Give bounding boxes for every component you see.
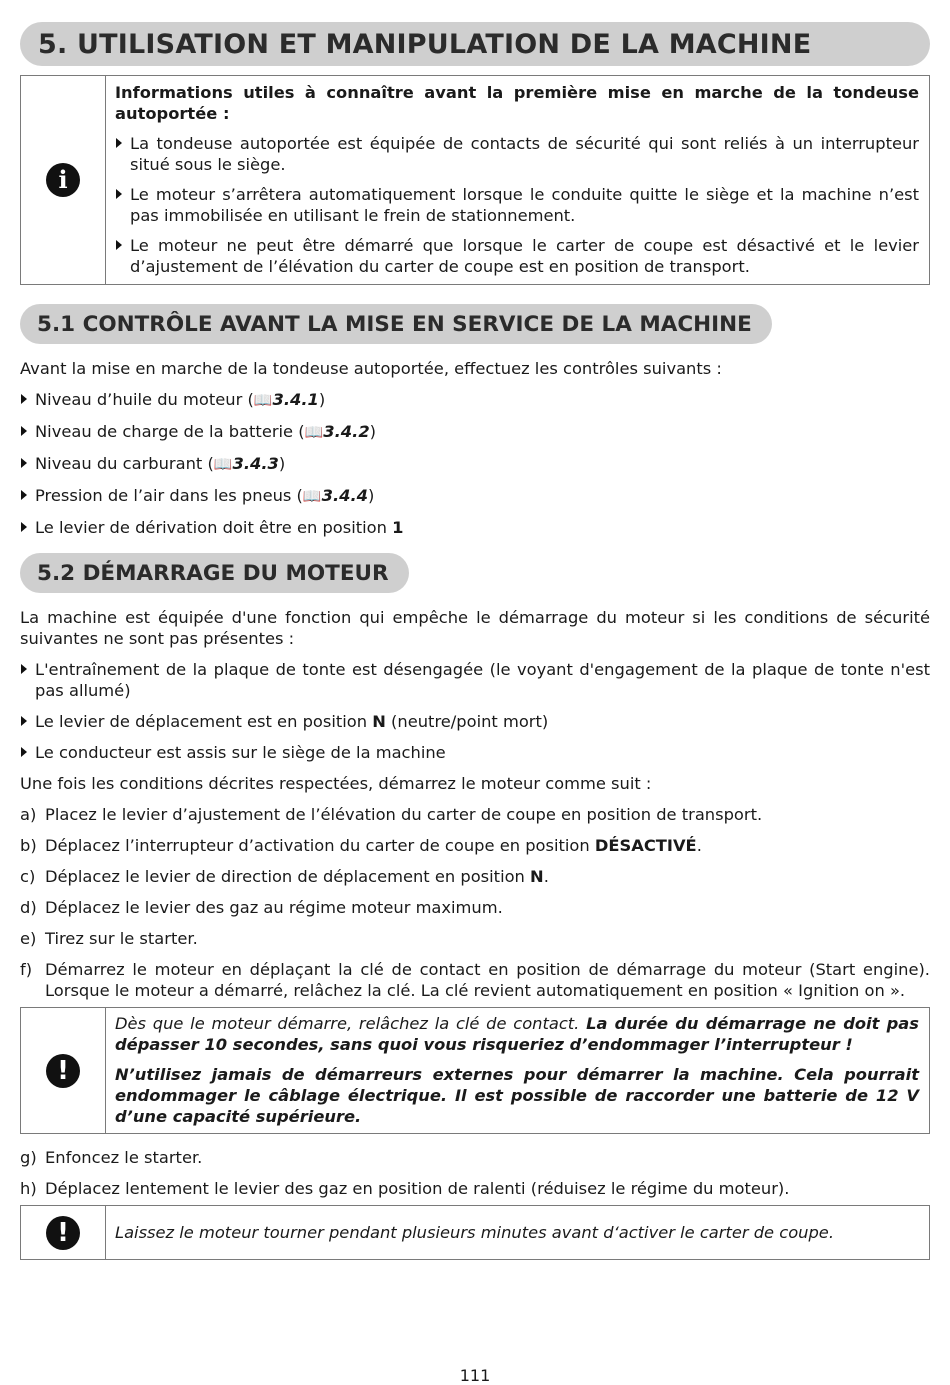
step-text [45,835,930,856]
step-item [20,928,930,949]
step-label: c) [20,867,36,886]
warning-bold: La durée du démarrage ne doit pas dépasser 10 secondes, sans quoi vous risqueriez d’endommager l’interrupteur ! [115,1014,919,1054]
warning-text: N’utilisez jamais de démarreurs externes pour démarrer la machine. Cela pourrait endommager le câblage électrique. Il est possible de raccorder une batterie de 12 V d’une capacité supérieure. [115,1065,919,1126]
book-icon: 📖 [253,391,273,409]
step-item [20,804,930,825]
check-text: Niveau de charge de la batterie ( [35,422,305,441]
section-reference: 3.4.2 [323,422,370,441]
step-label: f) [20,960,33,979]
step-text-part: . [696,836,702,855]
warning-icon-cell [21,1008,106,1133]
check-close: ) [318,390,326,409]
info-box [20,75,930,285]
page-number: 111 [459,1366,491,1385]
subsection-title-5-1 [20,304,772,344]
warning-icon: ! [46,1216,80,1250]
section-intro: Avant la mise en marche de la tondeuse autoportée, effectuez les contrôles suivants : [20,359,722,378]
info-item: La tondeuse autoportée est équipée de contacts de sécurité qui sont reliés à un interrupteur situé sous le siège. [115,133,919,175]
subsection-title-text: 5.1 CONTRÔLE AVANT LA MISE EN SERVICE DE LA MACHINE [37,311,752,337]
warning-box [20,1205,930,1260]
step-text-part: . [543,867,549,886]
step-item [20,959,930,1001]
step-text: Placez le levier d’ajustement de l’élévation du carter de coupe en position de transport. [45,805,763,824]
check-close: ) [369,422,377,441]
page [20,22,930,1260]
step-bold: N [530,867,544,886]
section-reference: 3.4.3 [232,454,279,473]
condition-item: Le conducteur est assis sur le siège de la machine [20,742,930,763]
lever-position: 1 [392,518,404,537]
condition-item [20,711,930,732]
steps-intro: Une fois les conditions décrites respectées, démarrez le moteur comme suit : [20,774,652,793]
step-label: g) [20,1148,37,1167]
step-text-part: Déplacez l’interrupteur d’activation du carter de coupe en position [45,836,595,855]
step-item [20,1147,930,1168]
info-icon-cell [21,76,106,284]
warning-icon-cell [21,1206,106,1259]
check-item [20,389,930,411]
book-icon: 📖 [213,455,233,473]
warning-icon: ! [46,1054,80,1088]
subsection-title-text: 5.2 DÉMARRAGE DU MOTEUR [37,560,389,586]
condition-text: Le levier de déplacement est en position [35,712,373,731]
check-item [20,453,930,475]
subsection-title-5-2 [20,553,409,593]
step-text: Déplacez le levier des gaz au régime moteur maximum. [45,898,503,917]
step-item [20,866,930,887]
book-icon: 📖 [302,487,322,505]
check-text: Le levier de dérivation doit être en position [35,518,393,537]
step-label: b) [20,836,37,855]
info-item: Le moteur ne peut être démarré que lorsque le carter de coupe est désactivé et le levier d’ajustement de l’élévation du carter de coupe est en position de transport. [115,235,919,277]
step-text: Tirez sur le starter. [45,929,198,948]
book-icon: 📖 [304,423,324,441]
step-label: e) [20,929,37,948]
step-label: h) [20,1179,37,1198]
step-item [20,1178,930,1199]
check-close: ) [278,454,286,473]
warning-italic: Dès que le moteur démarre, relâchez la clé de contact. [115,1014,587,1033]
step-text: Démarrez le moteur en déplaçant la clé de contact en position de démarrage du moteur (Start engine). Lorsque le moteur a démarré, relâchez la clé. La clé revient automatiquement en position « Ignition on ». [45,960,930,1000]
step-item [20,897,930,918]
step-text: Déplacez lentement le levier des gaz en position de ralenti (réduisez le régime du moteur). [45,1179,790,1198]
step-item [20,835,930,856]
step-label: d) [20,898,37,917]
step-bold: DÉSACTIVÉ [594,836,697,855]
check-close: ) [367,486,375,505]
check-item [20,517,930,538]
section-reference: 3.4.1 [272,390,319,409]
check-item [20,421,930,443]
step-text-part: Déplacez le levier de direction de déplacement en position [45,867,531,886]
check-text: Niveau du carburant ( [35,454,214,473]
info-item: Le moteur s’arrêtera automatiquement lorsque le conduite quitte le siège et la machine n’est pas immobilisée en utilisant le frein de stationnement. [115,184,919,226]
section-title [20,22,930,66]
step-label: a) [20,805,37,824]
info-icon: i [46,163,80,197]
check-text: Niveau d’huile du moteur ( [35,390,254,409]
check-item [20,485,930,507]
step-text: Enfoncez le starter. [45,1148,203,1167]
step-text [45,866,930,887]
condition-item: L'entraînement de la plaque de tonte est désengagée (le voyant d'engagement de la plaque de tonte n'est pas allumé) [20,659,930,701]
condition-bold: N [372,712,386,731]
section-title-text: 5. UTILISATION ET MANIPULATION DE LA MACHINE [38,28,812,60]
section-reference: 3.4.4 [321,486,368,505]
check-text: Pression de l’air dans les pneus ( [35,486,303,505]
warning-text [115,1013,919,1055]
warning-text: Laissez le moteur tourner pendant plusieurs minutes avant d‘activer le carter de coupe. [115,1223,834,1242]
condition-text: (neutre/point mort) [385,712,549,731]
section-intro: La machine est équipée d'une fonction qui empêche le démarrage du moteur si les conditions de sécurité suivantes ne sont pas présentes : [20,608,930,648]
info-heading: Informations utiles à connaître avant la première mise en marche de la tondeuse autoportée : [115,83,919,123]
warning-box [20,1007,930,1134]
